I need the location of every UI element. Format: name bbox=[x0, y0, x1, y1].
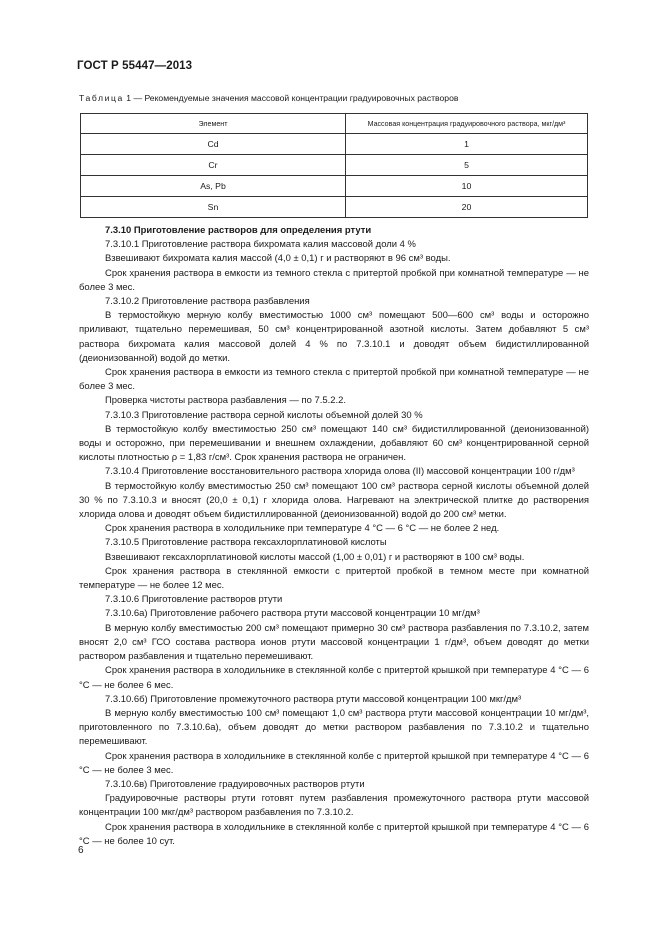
paragraph: 7.3.10.6 Приготовление растворов ртути bbox=[105, 594, 283, 606]
paragraph: Проверка чистоты раствора разбавления — по 7.5.2.2. bbox=[105, 395, 346, 407]
paragraph: Градуировочные растворы ртути готовят путем разбавления промежуточного раствора ртути массовой концентрации 100 мкг/дм³ раствором разбавления по 7.3.10.2. bbox=[79, 793, 589, 819]
paragraph: 7.3.10.5 Приготовление раствора гексахлорплатиновой кислоты bbox=[105, 537, 387, 549]
page-number: 6 bbox=[78, 845, 84, 856]
paragraph: 7.3.10.6в) Приготовление градуировочных растворов ртути bbox=[105, 778, 365, 790]
paragraph: Срок хранения раствора в стеклянной емкости с притертой пробкой в темном месте при комнатной температуре — не более 12 мес. bbox=[79, 565, 589, 592]
table-caption-prefix: Таблица bbox=[79, 93, 124, 103]
paragraph: Взвешивают бихромата калия массой (4,0 ± 0,1) г и растворяют в 96 см³ воды. bbox=[105, 253, 451, 265]
table-row bbox=[81, 176, 588, 197]
paragraph: Срок хранения раствора в емкости из темного стекла с притертой пробкой при комнатной температуре — не более 3 мес. bbox=[79, 267, 589, 293]
table-caption bbox=[79, 93, 458, 103]
paragraph: Взвешивают гексахлорплатиновой кислоты массой (1,00 ± 0,01) г и растворяют в 100 см³ воды. bbox=[105, 551, 525, 563]
table-cell-element: As, Pb bbox=[81, 176, 346, 197]
table-row bbox=[81, 134, 588, 155]
paragraph: В мерную колбу вместимостью 200 см³ помещают примерно 30 см³ раствора разбавления по 7.3.10.2, затем вносят 2,0 см³ ГСО состава раствора ионов ртути массовой концентрации 1 г/дм³, объем доводят до метки раствором разбавления и тщательно перемешивают. bbox=[79, 622, 589, 663]
table-row bbox=[81, 155, 588, 176]
paragraph: В термостойкую мерную колбу вместимостью 1000 см³ помещают 500—600 см³ воды и осторожно приливают, тщательно перемешивая, 50 см³ концентрированной азотной кислоты. Затем добавляют 5 см³ раствора бихромата калия массовой долей 4 % по 7.3.10.1 и доводят объем бидистиллированной (деионизованной) водой до метки. bbox=[79, 310, 589, 364]
paragraph: Срок хранения раствора в холодильнике в стеклянной колбе с притертой крышкой при температуре 4 °С — 6 °С — не более 3 мес. bbox=[79, 750, 589, 776]
table-cell-value: 5 bbox=[346, 155, 588, 176]
paragraph: Срок хранения раствора в холодильнике при температуре 4 °С — 6 °С — не более 2 нед. bbox=[105, 523, 500, 535]
paragraph: 7.3.10.6б) Приготовление промежуточного раствора ртути массовой концентрации 100 мкг/дм³ bbox=[105, 693, 522, 705]
column-header-element: Элемент bbox=[81, 114, 346, 134]
document-body bbox=[79, 224, 589, 849]
document-number: ГОСТ Р 55447—2013 bbox=[77, 60, 193, 72]
table-cell-value: 1 bbox=[346, 134, 588, 155]
paragraph: 7.3.10.1 Приготовление раствора бихромата калия массовой доли 4 % bbox=[105, 239, 416, 251]
column-header-concentration: Массовая концентрация градуировочного раствора, мкг/дм³ bbox=[346, 114, 588, 134]
paragraph: В термостойкую колбу вместимостью 250 см³ помещают 100 см³ раствора серной кислоты объемной долей 30 % по 7.3.10.3 и вносят (20,0 ± 0,1) г хлорида олова. Нагревают на электрической плитке до растворения хлорида олова и доводят объем бидистиллированной (деионизованной) водой до 200 см³ метки. bbox=[79, 480, 589, 521]
table-cell-element: Sn bbox=[81, 197, 346, 218]
paragraph: В термостойкую колбу вместимостью 250 см³ помещают 140 см³ бидистиллированной (деионизованной) воды и осторожно, при перемешивании и внешнем охлаждении, добавляют 60 см³ концентрированной серной кислоты плотностью ρ = 1,83 г/см³. Срок хранения раствора не ограничен. bbox=[79, 423, 589, 464]
table-row bbox=[81, 197, 588, 218]
paragraph: Срок хранения раствора в емкости из темного стекла с притертой пробкой при комнатной температуре — не более 3 мес. bbox=[79, 367, 589, 393]
paragraph: 7.3.10.6а) Приготовление рабочего раствора ртути массовой концентрации 10 мг/дм³ bbox=[105, 608, 480, 620]
paragraph: 7.3.10.2 Приготовление раствора разбавления bbox=[105, 296, 310, 308]
table-cell-value: 10 bbox=[346, 176, 588, 197]
paragraph: Срок хранения раствора в холодильнике в стеклянной колбе с притертой крышкой при температуре 4 °С — 6 °С — не более 10 сут. bbox=[79, 821, 589, 847]
concentration-table bbox=[80, 113, 588, 218]
paragraph: 7.3.10.3 Приготовление раствора серной кислоты объемной долей 30 % bbox=[105, 409, 423, 421]
table-caption-text: 1 — Рекомендуемые значения массовой концентрации градуировочных растворов bbox=[126, 93, 459, 103]
table-header-row bbox=[81, 114, 588, 134]
table-cell-element: Cd bbox=[81, 134, 346, 155]
paragraph: 7.3.10.4 Приготовление восстановительного раствора хлорида олова (II) массовой концентрации 100 г/дм³ bbox=[105, 466, 575, 478]
table-cell-value: 20 bbox=[346, 197, 588, 218]
section-heading: 7.3.10 Приготовление растворов для определения ртути bbox=[105, 225, 372, 236]
paragraph: Срок хранения раствора в холодильнике в стеклянной колбе с притертой крышкой при температуре 4 °С — 6 °С — не более 6 мес. bbox=[79, 665, 589, 691]
paragraph: В мерную колбу вместимостью 100 см³ помещают 1,0 см³ раствора ртути массовой концентрации 10 мг/дм³, приготовленного по 7.3.10.6а), объем доводят до метки раствором разбавления по 7.3.10.2 и тщательно перемешивают. bbox=[79, 707, 589, 748]
table-cell-element: Cr bbox=[81, 155, 346, 176]
